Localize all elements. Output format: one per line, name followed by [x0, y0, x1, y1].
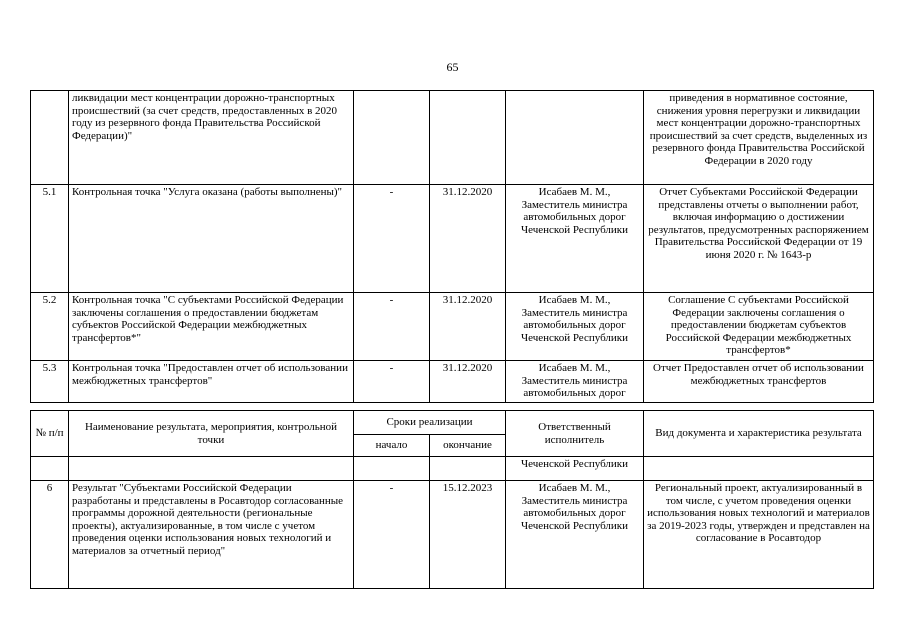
- table-header: [30, 410, 874, 457]
- executor: Исабаев М. М., Заместитель министра автомобильных дорог Чеченской Республики: [506, 481, 644, 589]
- executor: [506, 91, 644, 185]
- header-document: Вид документа и характеристика результата: [644, 411, 874, 457]
- document-type: Отчет Предоставлен отчет об использовании межбюджетных трансфертов: [644, 361, 874, 403]
- header-terms: Сроки реализации: [354, 411, 506, 435]
- start-date: [354, 91, 430, 185]
- table-row: [31, 91, 874, 185]
- executor: Исабаев М. М., Заместитель министра автомобильных дорог Чеченской Республики: [506, 293, 644, 361]
- document-type: Региональный проект, актуализированный в том числе, с учетом проведения оценки использования новых технологий и материалов за 2019-2023 годы, утвержден и представлен на согласование в Росавтодор: [644, 481, 874, 589]
- result-name: Контрольная точка "С субъектами Российской Федерации заключены соглашения о предоставлении бюджетам субъектов Российской Федерации межбюджетных трансфертов*": [69, 293, 354, 361]
- end-date: [430, 91, 506, 185]
- table-top: [30, 90, 874, 403]
- result-name: [69, 457, 354, 481]
- document-type: [644, 457, 874, 481]
- row-number: 5.2: [31, 293, 69, 361]
- document-type: Отчет Субъектами Российской Федерации представлены отчеты о выполнении работ, включая информацию о достижении результатов, предусмотренных распоряжением Правительства Российской Федерации от 19 июня 2020 г. № 1643-р: [644, 185, 874, 293]
- result-name: Контрольная точка "Предоставлен отчет об использовании межбюджетных трансфертов": [69, 361, 354, 403]
- page-number: 65: [446, 60, 459, 74]
- table-row: [31, 361, 874, 403]
- result-name: ликвидации мест концентрации дорожно-транспортных происшествий (за счет средств, предоставленных в 2020 году из резервного фонда Правительства Российской Федерации)": [69, 91, 354, 185]
- start-date: [354, 457, 430, 481]
- document-type: Соглашение С субъектами Российской Федерации заключены соглашения о предоставлении бюджетам субъектов Российской Федерации межбюджетных трансфертов*: [644, 293, 874, 361]
- header-executor: Ответственный исполнитель: [506, 411, 644, 457]
- end-date: 15.12.2023: [430, 481, 506, 589]
- start-date: -: [354, 481, 430, 589]
- start-date: -: [354, 361, 430, 403]
- table-row: [31, 457, 874, 481]
- executor: Исабаев М. М., Заместитель министра автомобильных дорог: [506, 361, 644, 403]
- header-name: Наименование результата, мероприятия, контрольной точки: [69, 411, 354, 457]
- start-date: -: [354, 185, 430, 293]
- end-date: [430, 457, 506, 481]
- executor: Исабаев М. М., Заместитель министра автомобильных дорог Чеченской Республики: [506, 185, 644, 293]
- header-start: начало: [354, 435, 430, 457]
- document-type: приведения в нормативное состояние, снижения уровня перегрузки и ликвидации мест концентрации дорожно-транспортных происшествий за счет средств, выделенных из резервного фонда Правительства Российской Федерации в 2020 году: [644, 91, 874, 185]
- result-name: Контрольная точка "Услуга оказана (работы выполнены)": [69, 185, 354, 293]
- row-number: 5.1: [31, 185, 69, 293]
- end-date: 31.12.2020: [430, 293, 506, 361]
- table-bottom: [30, 456, 874, 589]
- row-number: [31, 91, 69, 185]
- row-number: [31, 457, 69, 481]
- executor: Чеченской Республики: [506, 457, 644, 481]
- row-number: 6: [31, 481, 69, 589]
- table-row: [31, 481, 874, 589]
- start-date: -: [354, 293, 430, 361]
- end-date: 31.12.2020: [430, 361, 506, 403]
- end-date: 31.12.2020: [430, 185, 506, 293]
- table-row: [31, 185, 874, 293]
- row-number: 5.3: [31, 361, 69, 403]
- result-name: Результат "Субъектами Российской Федерации разработаны и представлены в Росавтодор согласованные программы дорожной деятельности (региональные проекты), актуализированные, в том числе с учетом проведения оценки использования новых технологий и материалов за отчетный период": [69, 481, 354, 589]
- table-row: [31, 293, 874, 361]
- header-end: окончание: [430, 435, 506, 457]
- header-number: № п/п: [31, 411, 69, 457]
